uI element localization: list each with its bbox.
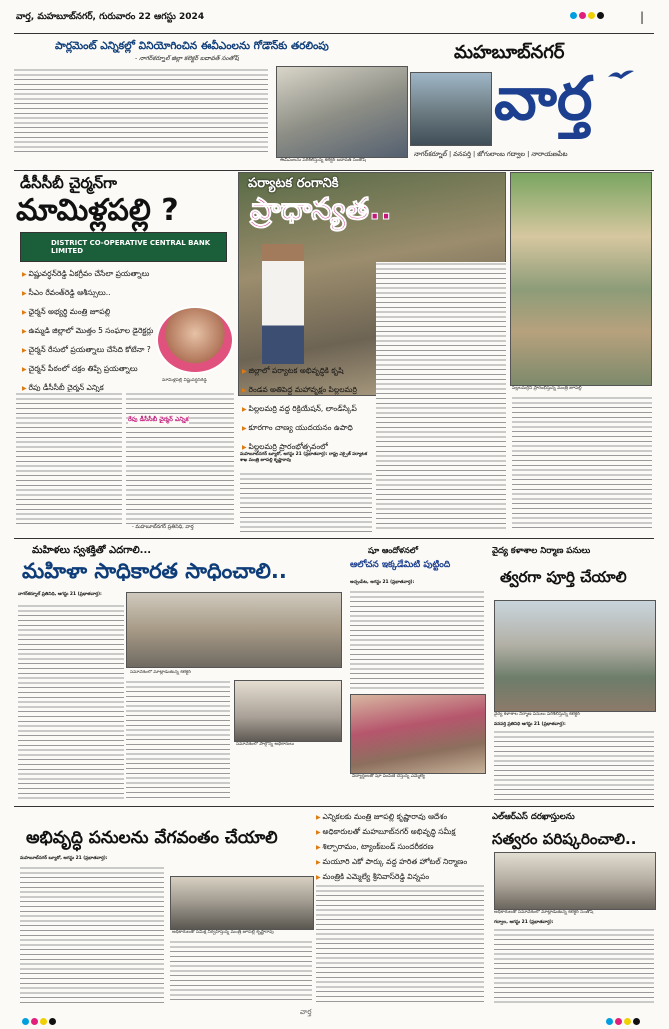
masthead-logo: వార్త [494, 64, 593, 134]
bullet-list-tourism [242, 362, 374, 457]
bullet-marker-icon: ▶ [22, 271, 29, 278]
dateline-women: నాగర్‌కర్నూల్ ప్రతినిధి, ఆగస్టు 21 (ప్రభాతవార్త): [18, 592, 102, 597]
portrait-photo [156, 306, 234, 374]
headline-tourism: ప్రాధాన్యత.. [250, 192, 392, 227]
photo-lrs [494, 852, 656, 910]
caption-women-1: సమావేశంలో మాట్లాడుతున్న కలెక్టర్ [130, 670, 191, 675]
bullet-marker-icon: ▶ [22, 366, 29, 373]
bullet-marker-icon: ▶ [242, 387, 249, 394]
dateline-header: వార్త, మహబూబ్‌నగర్, గురువారం 22 ఆగస్టు 2024 [16, 12, 205, 22]
bullet-marker-icon: ▶ [22, 347, 29, 354]
bullet-item: ▶ జిల్లాలో పర్యాటక అభివృద్ధికి కృషి [242, 366, 344, 375]
bullet-marker-icon: ▶ [22, 309, 29, 316]
article-body-tourism-1 [376, 262, 506, 530]
footer-registration-marks-right [606, 1010, 642, 1029]
photo-evm [276, 66, 408, 158]
caption-lrs: అధికారులతో సమావేశంలో మాట్లాడుతున్న కలెక్టర్ సంతోష్ [494, 910, 594, 915]
byline-tourism: మహబూబ్‌నగర్ బ్యూరో, ఆగస్టు 21 (ప్రభాతవార్త): రాష్ట్ర ఎక్సైజ్ పర్యాటక శాఖ మంత్రి జూపల్లి కృష్ణారావు [240, 452, 368, 463]
kicker-dccb: డీసీసీబీ చైర్మన్‌గా [20, 174, 117, 192]
caption-portrait: మామిళ్లపల్లి విష్ణువర్ధన్‌రెడ్డి [162, 378, 207, 383]
photo-medical [494, 600, 656, 712]
divider-1 [14, 170, 654, 171]
bullet-marker-icon: ▶ [242, 406, 249, 413]
footer-signoff: వార్త [300, 1008, 312, 1016]
article-body-development-1 [20, 866, 164, 1004]
bullet-list-development [316, 810, 484, 885]
kicker-tourism: పర్యాటక రంగానికి [248, 176, 339, 191]
bullet-item: ▶ పిల్లలమర్రి వద్ద రిక్రియేషన్, లాండ్‌స్కేప్ [242, 404, 357, 413]
headline-lrs: సత్వరం పరిష్కరించాలి.. [492, 830, 637, 848]
kicker-medical: వైద్య కళాశాల నిర్మాణ పనులు [492, 546, 591, 556]
caption-development: అధికారులతో సమీక్ష నిర్వహిస్తున్న మంత్రి జూపల్లి కృష్ణారావు [172, 930, 274, 935]
bullet-marker-icon: ▶ [242, 368, 249, 375]
headline-dccb: మామిళ్లపల్లి ? [16, 193, 179, 228]
bullet-item: ▶ పిల్లలమర్రి ప్రారంభోత్సవంలో [242, 442, 328, 451]
bullet-item: ▶ చైర్మన్ రేసులో ప్రయత్నాలు చేసేది కోటేనా ? [22, 345, 151, 354]
photo-grid-tourism [510, 172, 652, 386]
article-body-development-3 [316, 884, 484, 1004]
bullet-item: ▶ ఎన్నికలకు మంత్రి జూపల్లి కృష్ణారావు ఆదేశం [316, 812, 448, 821]
bullet-item: ▶ కూరగాం చాణ్య యుదయనం ఉపాధి [242, 423, 353, 432]
article-body-dccb-1 [16, 392, 122, 524]
article-body-medical [494, 730, 654, 802]
masthead-districts: నాగర్‌కర్నూల్ | వనపర్తి | జోగులాంబ గద్వాల | నారాయణపేట [414, 150, 568, 158]
bullet-marker-icon: ▶ [316, 814, 323, 821]
dateline-medical: వనపర్తి ప్రతినిధి ఆగస్టు 21 (ప్రభాతవార్త): [494, 722, 566, 727]
bullet-item: ▶ రేపు డీసీసీబీ చైర్మన్ ఎన్నిక [22, 383, 104, 392]
minister-figure [262, 244, 304, 364]
headline-development: అభివృద్ధి పనులను వేగవంతం చేయాలి [26, 828, 278, 848]
bullet-item: ▶ ఛైర్మన్ అభ్యర్థి మంత్రి జూపల్లి [22, 307, 111, 316]
article-body-evm [14, 68, 268, 154]
article-body-dccb-2 [126, 392, 234, 524]
photo-development [170, 876, 314, 930]
bullet-item: ▶ చైర్మన్ పీఠంలో చక్రం తిప్పే ప్రయత్నాలు [22, 364, 138, 373]
headline-medical: త్వరగా పూర్తి చేయాలి [500, 568, 627, 586]
article-body-women-1 [18, 604, 124, 800]
bank-sign-photo [20, 232, 227, 262]
footer-registration-marks [22, 1010, 58, 1029]
masthead-dam-image [410, 72, 492, 146]
bullet-item: ▶ అధికారులతో మహబూబ్‌నగర్ అభివృద్ధి సమీక్ష [316, 827, 456, 836]
kicker-shoes: షూ ఆందోళనలో [368, 546, 418, 555]
byline-dccb: - మహబూబ్‌నగర్ ప్రతినిధి, వార్త [132, 524, 194, 530]
kicker-women: మహిళలు స్వశక్తితో ఎదగాలి... [32, 545, 152, 556]
bank-sign-text: DISTRICT CO-OPERATIVE CENTRAL BANK LIMITED [51, 239, 211, 255]
bullet-marker-icon: ▶ [316, 859, 323, 866]
caption-women-2: సమావేశంలో పాల్గొన్న అధికారులు [236, 742, 295, 747]
divider-3 [14, 806, 654, 807]
bullet-marker-icon: ▶ [22, 290, 29, 297]
bullet-marker-icon: ▶ [316, 844, 323, 851]
caption-evm: ఈవీఎంలను పరిశీలిస్తున్న కలెక్టర్ బదావత్ సంతోష్ [280, 158, 366, 163]
article-body-shoes [350, 590, 484, 690]
photo-women-officials [234, 680, 342, 742]
color-registration-marks [570, 4, 606, 23]
article-body-tourism-3 [512, 396, 652, 532]
article-body-lrs [494, 928, 654, 1004]
bullet-item: ▶ ఉమ్మడి జిల్లాలో మొత్తం 5 సంఘాల డైరెక్టర్లు [22, 326, 154, 335]
dateline-shoes: అచ్చంపేట, ఆగస్టు 21 (ప్రభాతవార్త): [350, 580, 415, 585]
bullet-marker-icon: ▶ [242, 425, 249, 432]
bullet-marker-icon: ▶ [22, 385, 29, 392]
divider-2 [14, 538, 654, 539]
kicker-lrs: ఎల్‌ఆర్‌ఎస్ దరఖాస్తులను [492, 812, 575, 822]
masthead-box [410, 40, 656, 160]
headline-women: మహిళా సాధికారత సాధించాలి.. [22, 559, 287, 583]
article-body-tourism-2 [240, 472, 372, 532]
top-divider [14, 33, 654, 34]
page-number: | [640, 10, 645, 24]
highlight-dccb: రేపు డీసీసీబీ చైర్మన్ ఎన్నిక [128, 416, 189, 423]
dateline-lrs: గద్వాల, ఆగస్టు 21 (ప్రభాతవార్త): [494, 920, 554, 925]
headline-evm: పార్లమెంట్ ఎన్నికల్లో వినియోగించిన ఈవీఎంలను గోడౌన్‌కు తరలింపు [55, 40, 329, 52]
masthead-bird-icon [606, 66, 636, 80]
bullet-item: ▶ మయూరి ఎకో పార్కు వద్ద హరిత హోటల్ నిర్మాణం [316, 857, 468, 866]
photo-women-meeting [126, 592, 342, 668]
bullet-item: ▶ రెండవ అతిపెద్ద మహావృక్షం పిల్లలమర్రి [242, 385, 357, 394]
bullet-item: ▶ మంత్రికి ఎమ్మెల్యే శ్రీనివాస్‌రెడ్డి విన్నపం [316, 872, 430, 881]
bullet-marker-icon: ▶ [316, 874, 323, 881]
bullet-item: ▶ విష్ణువర్ధన్‌రెడ్డి ఏకగ్రీవం చేసేలా ప్రయత్నాలు [22, 269, 150, 278]
bullet-item: ▶ శిల్పారామం, ట్యాంక్‌బండ్ సుందరీకరణ [316, 842, 434, 851]
caption-tourism: పిల్లలమర్రిని ప్రారంభిస్తున్న మంత్రి జూపల్లి [512, 386, 582, 391]
caption-shoes: విద్యార్థులతో షూ పంపిణీ చేస్తున్న ఎమ్మెల్యే [352, 774, 425, 779]
bullet-marker-icon: ▶ [242, 444, 249, 451]
headline-shoes: ఆలోచన ఇక్కడేమిటి పుట్టింది [350, 560, 451, 570]
byline-evm: - నాగర్‌కర్నూల్ జిల్లా కలెక్టర్ బదావత్ సంతోష్ [135, 55, 239, 62]
caption-medical: వైద్య కళాశాల నిర్మాణ పనులు పరిశీలిస్తున్న కలెక్టర్ [494, 712, 580, 717]
article-body-development-2 [170, 940, 312, 1004]
page-top-bar [0, 0, 669, 40]
photo-shoes [350, 694, 486, 774]
bullet-list-dccb [22, 265, 172, 398]
masthead-district: మహబూబ్‌నగర్ [454, 42, 565, 63]
bullet-marker-icon: ▶ [316, 829, 323, 836]
dateline-development: మహబూబ్‌నగర్ బ్యూరో, ఆగస్టు 21 (ప్రభాతవార్త): [20, 856, 108, 861]
article-body-women-2 [126, 680, 230, 800]
bullet-item: ▶ సీఎం రేవంత్‌రెడ్డి ఆశీస్సులు.. [22, 288, 111, 297]
bullet-marker-icon: ▶ [22, 328, 29, 335]
